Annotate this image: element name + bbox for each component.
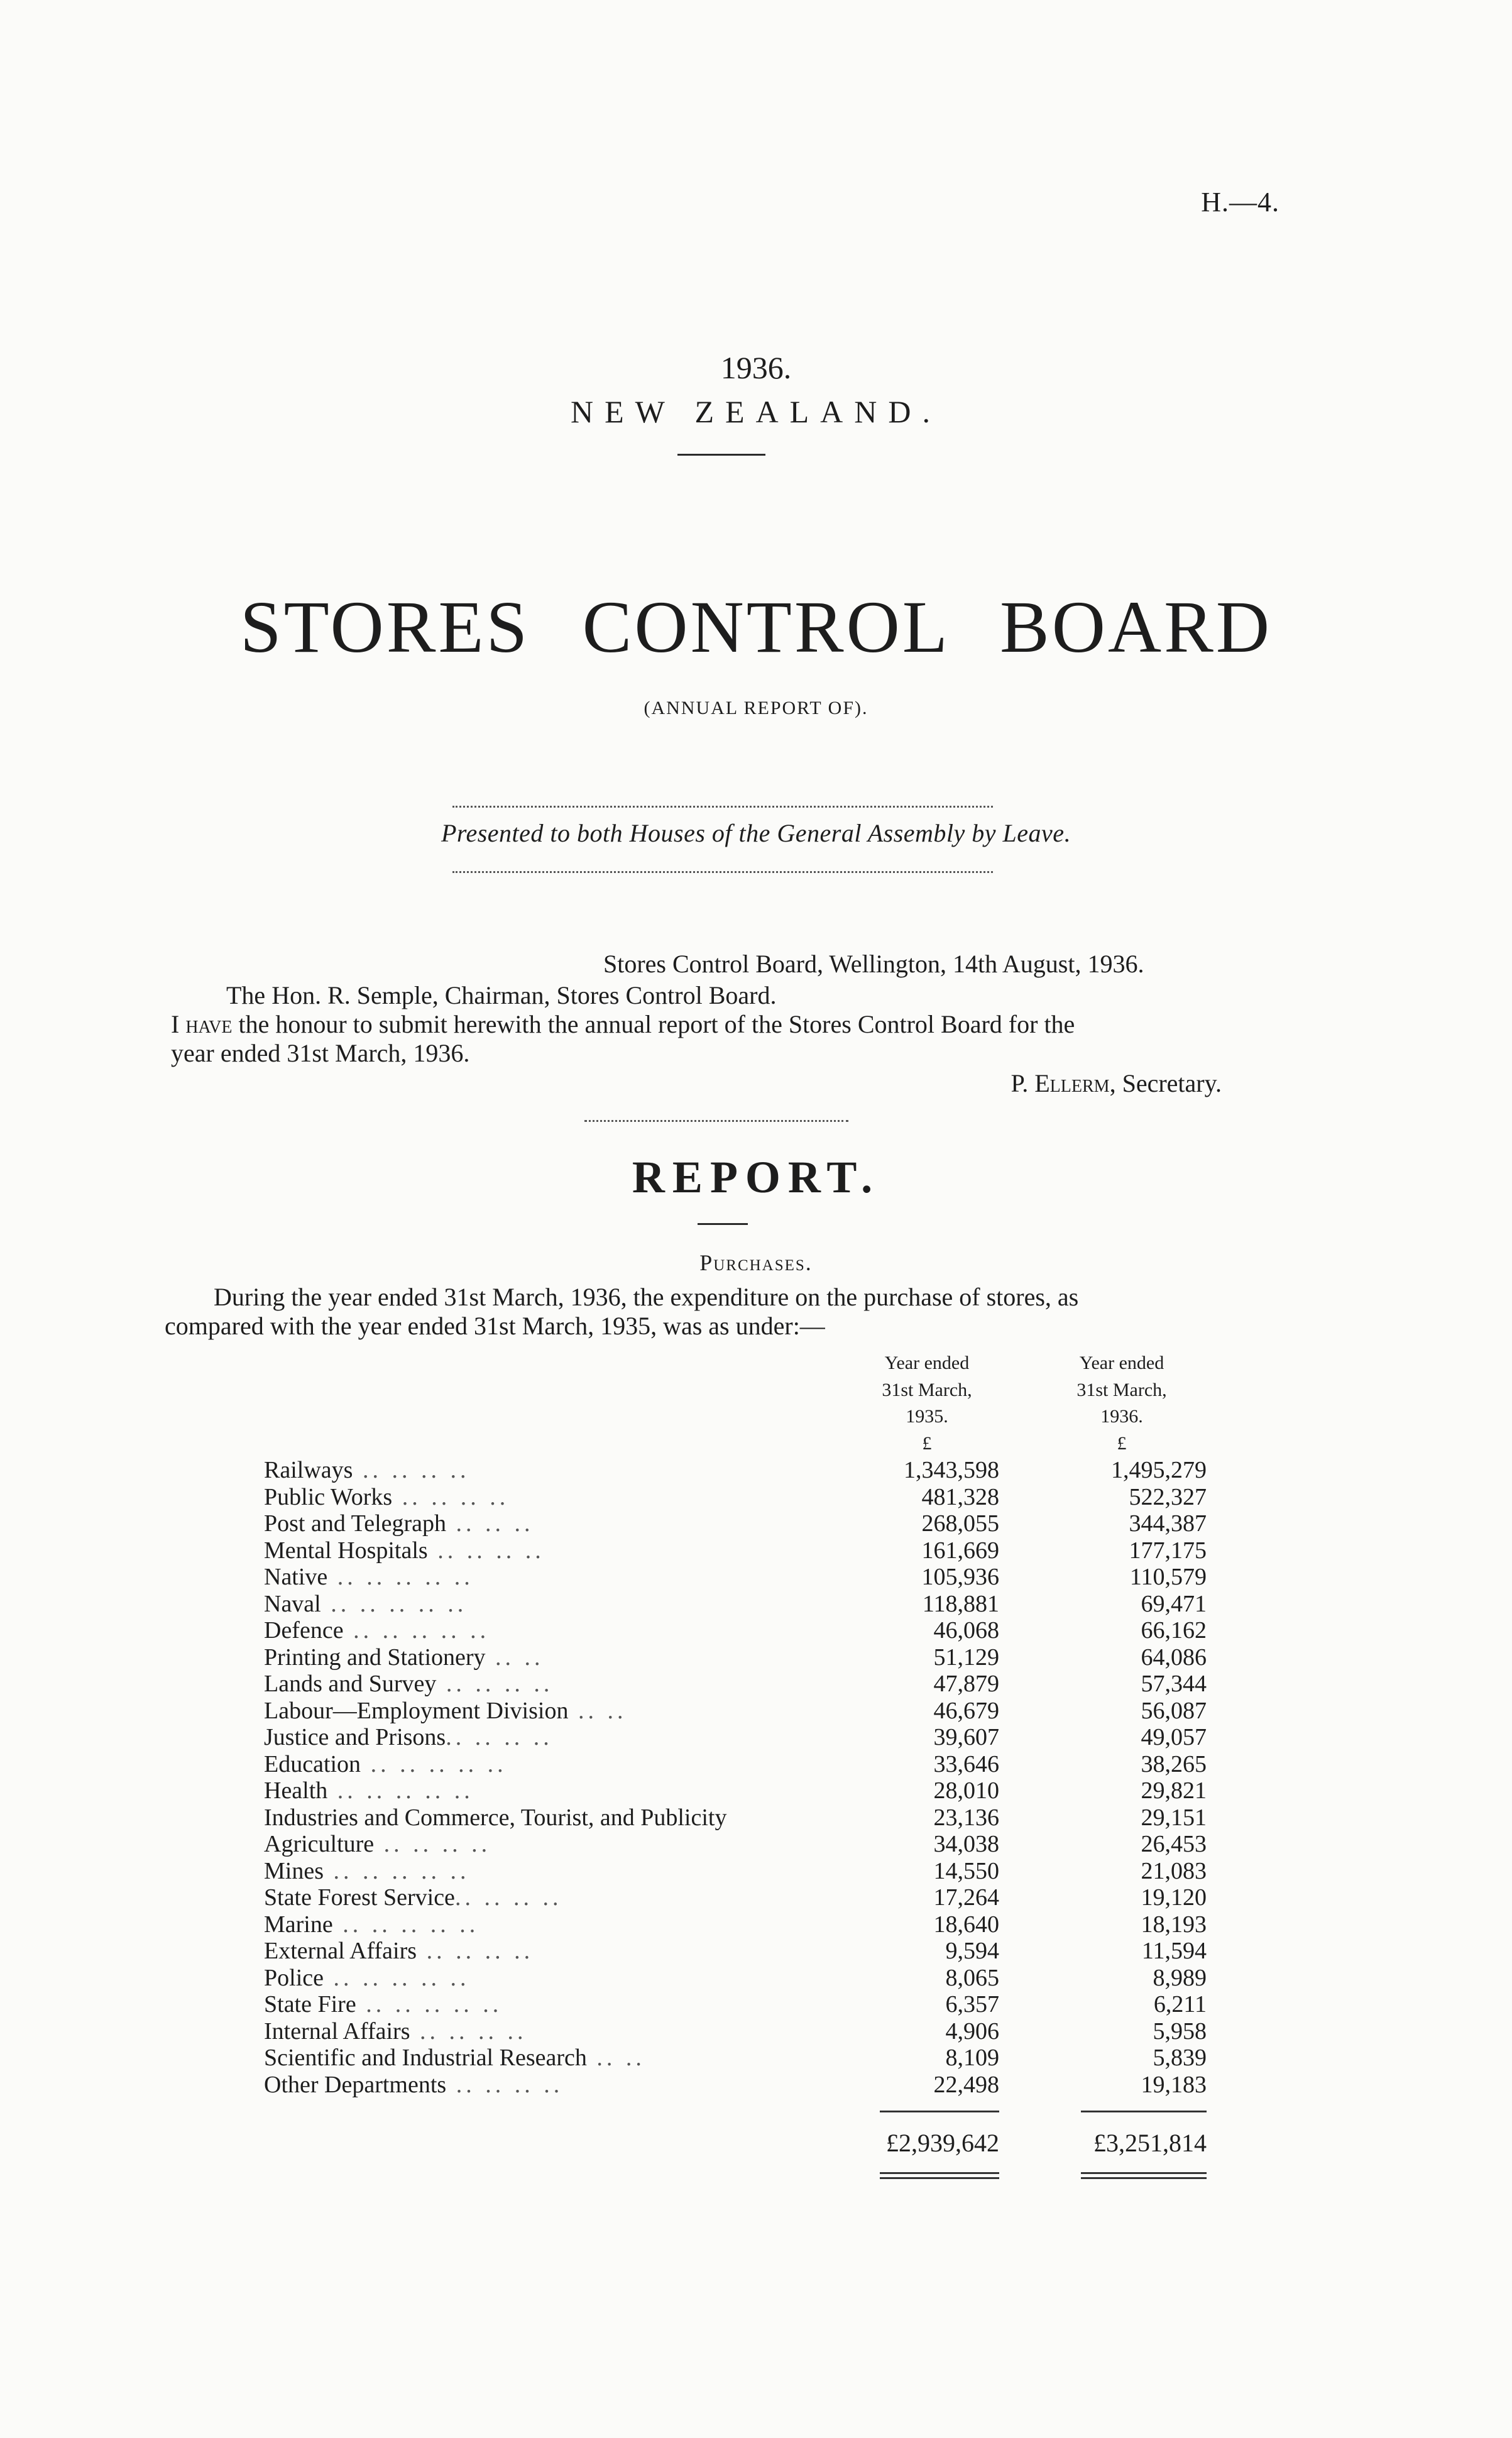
dept-name [264, 1724, 855, 1751]
table-row [264, 2072, 1257, 2099]
col-1935-header [855, 1350, 1037, 1457]
rule-1935 [880, 2111, 999, 2112]
dept-name [264, 1911, 855, 1938]
presented-rule-bottom [452, 871, 993, 873]
dot-leader: .. .. .. [446, 1510, 534, 1537]
report-intro-line1: During the year ended 31st March, 1936, the expenditure on the purchase of stores, as [214, 1283, 1079, 1311]
value-1936: 177,175 [1129, 1537, 1207, 1564]
col-1936-header [1037, 1350, 1257, 1457]
dot-leader: .. .. .. .. [436, 1671, 554, 1697]
table-row [264, 1911, 1257, 1938]
value-1935: 105,936 [921, 1564, 999, 1590]
value-1935: 51,129 [933, 1644, 999, 1671]
dot-leader: .. .. [485, 1644, 544, 1671]
table-row [264, 1484, 1257, 1511]
value-1936: 69,471 [1141, 1590, 1207, 1617]
table-row [264, 1965, 1257, 1992]
dept-label: Labour—Employment Division [264, 1697, 569, 1724]
table-row [264, 1591, 1257, 1618]
dept-label: Agriculture [264, 1831, 375, 1857]
dot-leader: .. .. .. .. [446, 2071, 564, 2098]
dept-label: Health [264, 1777, 328, 1804]
value-1936: 19,183 [1141, 2071, 1207, 2098]
value-1936: 344,387 [1129, 1510, 1207, 1537]
dept-name [264, 1804, 855, 1831]
dept-name [264, 1938, 855, 1965]
dept-label: State Forest Service [264, 1884, 455, 1911]
table-row [264, 1457, 1257, 1484]
presented-line: Presented to both Houses of the General Assembly by Leave. [441, 819, 1071, 847]
value-1935: 22,498 [933, 2071, 999, 2098]
value-1936: 38,265 [1141, 1750, 1207, 1777]
value-1936: 49,057 [1141, 1724, 1207, 1750]
value-1936: 29,821 [1141, 1777, 1207, 1804]
dept-name [264, 2018, 855, 2045]
value-1935: 8,109 [945, 2045, 999, 2071]
dept-name [264, 1484, 855, 1511]
dept-name [264, 1751, 855, 1778]
value-1936: 21,083 [1141, 1857, 1207, 1884]
value-1936: 64,086 [1141, 1644, 1207, 1671]
dept-name [264, 1777, 855, 1804]
dept-label: Naval [264, 1590, 321, 1617]
dept-name [264, 1644, 855, 1671]
dept-name [264, 1965, 855, 1992]
table-header-row [264, 1350, 1257, 1457]
dept-name [264, 1457, 855, 1484]
dept-label: Industries and Commerce, Tourist, and Publicity [264, 1804, 727, 1831]
value-1935: 1,343,598 [904, 1457, 999, 1483]
dept-column-header [264, 1350, 855, 1457]
dot-leader: .. .. .. .. .. [332, 1911, 479, 1938]
value-1936: 110,579 [1129, 1564, 1207, 1590]
dot-leader: .. .. .. .. .. [323, 1964, 470, 1991]
table-row [264, 2018, 1257, 2045]
dot-leader: .. .. .. .. [392, 1483, 510, 1510]
masthead-rule [677, 454, 765, 456]
dot-leader: .. .. .. .. [446, 1724, 553, 1750]
dept-name [264, 1991, 855, 2018]
letter-dateline: Stores Control Board, Wellington, 14th August, 1936. [603, 950, 1144, 978]
dot-leader: .. .. .. .. .. [320, 1590, 468, 1617]
dept-label: Post and Telegraph [264, 1510, 447, 1537]
dept-name [264, 1510, 855, 1537]
masthead-year: 1936. [720, 350, 792, 385]
value-1935: 34,038 [933, 1831, 999, 1857]
dept-label: Defence [264, 1617, 344, 1644]
value-1936: 66,162 [1141, 1617, 1207, 1644]
dept-name [264, 1671, 855, 1698]
dept-name [264, 1564, 855, 1591]
value-1935: 268,055 [921, 1510, 999, 1537]
dot-leader: .. .. .. .. [454, 1884, 562, 1911]
dept-label: Printing and Stationery [264, 1644, 486, 1671]
col-1936-head-line: £ [1117, 1432, 1127, 1454]
dot-leader: .. .. .. .. [374, 1831, 491, 1857]
value-1935: 23,136 [933, 1804, 999, 1831]
dot-leader: .. .. .. .. [410, 2018, 527, 2045]
table-row [264, 1751, 1257, 1778]
rule-1936-cell [1037, 2098, 1257, 2125]
table-row [264, 2045, 1257, 2072]
table-row [264, 1564, 1257, 1591]
letter-body-line2: year ended 31st March, 1936. [171, 1039, 470, 1067]
dot-leader: .. .. .. .. .. [327, 1777, 474, 1804]
dept-name [264, 1617, 855, 1644]
table-double-rule-row [264, 2163, 1257, 2190]
value-1935: 4,906 [945, 2018, 999, 2045]
value-1935: 28,010 [933, 1777, 999, 1804]
dot-leader: .. .. [568, 1697, 627, 1724]
table-row [264, 1991, 1257, 2018]
value-1936: 5,839 [1153, 2045, 1207, 2071]
value-1935: 118,881 [922, 1590, 999, 1617]
dot-leader: .. .. .. .. .. [356, 1991, 503, 2018]
masthead-country: NEW ZEALAND. [571, 394, 941, 429]
page-title: STORES CONTROL BOARD [239, 586, 1273, 668]
report-rule-top [584, 1120, 848, 1122]
dept-name [264, 1698, 855, 1725]
document-reference: H.—4. [1201, 187, 1279, 217]
col-1935-head-line: £ [922, 1432, 932, 1454]
dept-label: Internal Affairs [264, 2018, 410, 2045]
table-rule-row [264, 2098, 1257, 2125]
dept-label: State Fire [264, 1991, 356, 2018]
table-row [264, 1671, 1257, 1698]
dept-label: Public Works [264, 1483, 393, 1510]
table-row [264, 1938, 1257, 1965]
table-row [264, 1698, 1257, 1725]
presented-rule-top [452, 806, 993, 808]
purchases-table [264, 1350, 1257, 2189]
rule-spacer [264, 2098, 855, 2125]
value-1935: 14,550 [933, 1857, 999, 1884]
dept-label: Mines [264, 1857, 324, 1884]
value-1936: 57,344 [1141, 1671, 1207, 1697]
rule-1935-cell [855, 2098, 1037, 2125]
value-1936: 1,495,279 [1111, 1457, 1207, 1483]
double-rule-1936-cell [1037, 2163, 1257, 2190]
value-1936: 29,151 [1141, 1804, 1207, 1831]
value-1936: 5,958 [1153, 2018, 1207, 2045]
dept-name [264, 1537, 855, 1564]
col-1936-head-line: 31st March, [1076, 1379, 1167, 1400]
col-1935-head-line: Year ended [884, 1353, 970, 1373]
table-row [264, 1644, 1257, 1671]
value-1936: 18,193 [1141, 1911, 1207, 1938]
signature-title: Secretary. [1115, 1069, 1222, 1097]
value-1935: 46,679 [933, 1697, 999, 1724]
table-row [264, 1777, 1257, 1804]
double-rule-1936 [1081, 2172, 1207, 2179]
dept-name [264, 2045, 855, 2072]
value-1935: 481,328 [921, 1483, 999, 1510]
col-1935-head-line: 1935. [906, 1406, 948, 1427]
value-1935: 9,594 [945, 1938, 999, 1964]
table-row [264, 1537, 1257, 1564]
value-1935: 161,669 [921, 1537, 999, 1564]
report-rule [698, 1223, 748, 1225]
value-1935: 17,264 [933, 1884, 999, 1911]
report-intro-line2: compared with the year ended 31st March, 1935, was as under:— [165, 1312, 825, 1340]
dot-leader: .. .. .. .. [427, 1537, 545, 1564]
dept-label: Scientific and Industrial Research [264, 2045, 587, 2071]
dot-leader: .. .. .. .. .. [361, 1750, 507, 1777]
value-1935: 6,357 [945, 1991, 999, 2018]
page-subtitle: (ANNUAL REPORT OF). [644, 698, 868, 718]
dept-label: Police [264, 1964, 324, 1991]
col-1936-head-line: Year ended [1079, 1353, 1164, 1373]
dot-leader: .. .. .. .. [353, 1457, 470, 1483]
value-1936: 522,327 [1129, 1483, 1207, 1510]
report-heading: REPORT. [632, 1152, 880, 1202]
dept-label: External Affairs [264, 1938, 417, 1964]
double-rule-1935-cell [855, 2163, 1037, 2190]
signature-name: P. Ellerm, [1011, 1069, 1116, 1097]
dept-name [264, 1858, 855, 1885]
value-1936: 19,120 [1141, 1884, 1207, 1911]
table-row [264, 1724, 1257, 1751]
value-1936: 56,087 [1141, 1697, 1207, 1724]
dept-name [264, 1884, 855, 1911]
table-row [264, 1804, 1257, 1831]
letter-opening: I have [171, 1010, 233, 1038]
letter-addressee: The Hon. R. Semple, Chairman, Stores Control Board. [226, 981, 777, 1009]
letter-body-text: the honour to submit herewith the annual report of the Stores Control Board for the [232, 1010, 1075, 1038]
value-1935: 39,607 [933, 1724, 999, 1750]
letter-signature [1011, 1068, 1222, 1099]
col-1935-head-line: 31st March, [882, 1379, 972, 1400]
value-1935: 33,646 [933, 1750, 999, 1777]
dept-name [264, 1591, 855, 1618]
double-rule-1935 [880, 2172, 999, 2179]
value-1935: 47,879 [933, 1671, 999, 1697]
dept-label: Other Departments [264, 2071, 447, 2098]
value-1935: 8,065 [945, 1964, 999, 1991]
total-1935: £2,939,642 [886, 2129, 999, 2158]
total-1936: £3,251,814 [1093, 2129, 1207, 2158]
dept-label: Education [264, 1750, 361, 1777]
dot-leader: .. .. .. .. .. [343, 1617, 490, 1644]
dept-label: Mental Hospitals [264, 1537, 428, 1564]
table-row [264, 1884, 1257, 1911]
dept-name [264, 1831, 855, 1858]
value-1935: 18,640 [933, 1911, 999, 1938]
dept-label: Marine [264, 1911, 333, 1938]
table-row [264, 1510, 1257, 1537]
dot-leader: .. .. [586, 2045, 645, 2071]
letter-body-line1 [171, 1009, 1075, 1040]
total-spacer [264, 2125, 855, 2163]
dot-leader: .. .. .. .. .. [324, 1857, 470, 1884]
value-1936: 8,989 [1153, 1964, 1207, 1991]
rule-1936 [1081, 2111, 1207, 2112]
value-1936: 6,211 [1153, 1991, 1207, 2018]
table-row [264, 1617, 1257, 1644]
dot-leader: .. .. .. .. .. [327, 1564, 474, 1590]
table-row [264, 1831, 1257, 1858]
dot-leader: .. .. .. .. [417, 1938, 534, 1964]
col-1936-head-line: 1936. [1100, 1406, 1143, 1427]
dept-label: Lands and Survey [264, 1671, 437, 1697]
value-1935: 46,068 [933, 1617, 999, 1644]
dept-label: Railways [264, 1457, 353, 1483]
dept-label: Justice and Prisons [264, 1724, 446, 1750]
value-1936: 26,453 [1141, 1831, 1207, 1857]
dept-name [264, 2072, 855, 2099]
table-total-row [264, 2125, 1257, 2163]
value-1936: 11,594 [1141, 1938, 1207, 1964]
double-rule-spacer [264, 2163, 855, 2190]
table-row [264, 1858, 1257, 1885]
section-heading: Purchases. [699, 1250, 813, 1275]
dept-label: Native [264, 1564, 328, 1590]
